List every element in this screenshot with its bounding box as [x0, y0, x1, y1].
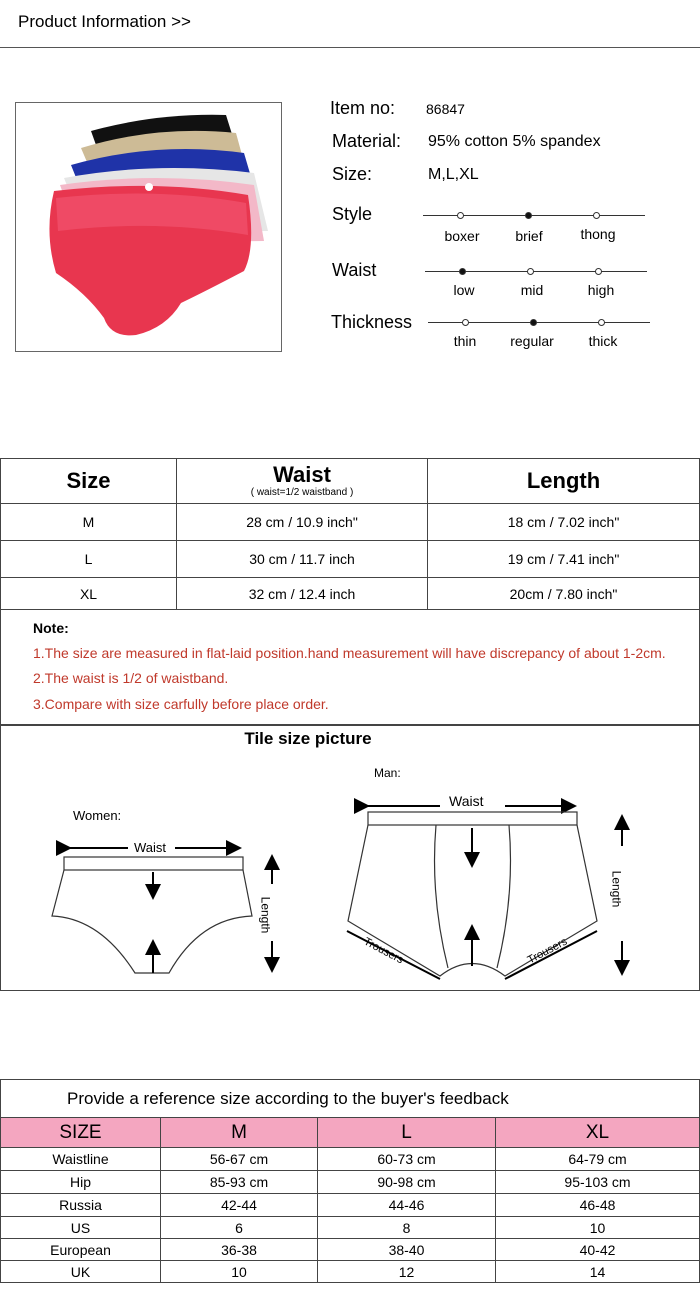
women-diagram — [52, 848, 272, 973]
cell: 6 — [161, 1217, 318, 1239]
cell: 60-73 cm — [318, 1148, 496, 1171]
row-size: L — [1, 541, 177, 578]
cell: 44-46 — [318, 1194, 496, 1217]
cell: 42-44 — [161, 1194, 318, 1217]
table-row — [1, 1148, 700, 1171]
thickness-dot-regular — [530, 319, 537, 326]
row-waist: 30 cm / 11.7 inch — [177, 541, 428, 578]
trousers-label-left: Trousers — [361, 935, 406, 967]
header-length: Length — [428, 459, 700, 504]
material-value: 95% cotton 5% spandex — [428, 133, 601, 150]
col-m: M — [161, 1118, 318, 1148]
man-waist-label: Waist — [449, 793, 484, 809]
cell: US — [1, 1217, 161, 1239]
cell: 40-42 — [496, 1239, 700, 1261]
note-title: Note: — [33, 620, 69, 636]
row-length: 19 cm / 7.41 inch" — [428, 541, 700, 578]
waist-dot-low — [459, 268, 466, 275]
material-label: Material: — [332, 131, 402, 151]
thickness-option-regular: regular — [510, 333, 554, 349]
note-line: 3.Compare with size carfully before place order. — [33, 696, 329, 712]
cell: UK — [1, 1261, 161, 1283]
size-table-header — [1, 459, 700, 504]
item-label: Item no: — [330, 98, 396, 118]
man-length-label: Length — [609, 870, 624, 908]
thickness-option-thick: thick — [588, 333, 618, 349]
table-row — [1, 504, 700, 541]
waist-dot-high — [595, 268, 602, 275]
thickness-dot-thick — [598, 319, 605, 326]
cell: Hip — [1, 1171, 161, 1194]
style-dot-thong — [593, 212, 600, 219]
trousers-label-right: Trousers — [525, 935, 570, 967]
table-row — [1, 541, 700, 578]
item-value: 86847 — [426, 101, 465, 117]
row-size: XL — [1, 578, 177, 610]
cell: 14 — [496, 1261, 700, 1283]
style-dot-boxer — [457, 212, 464, 219]
table-row — [1, 1261, 700, 1283]
reference-title: Provide a reference size according to the buyer's feedback — [1, 1080, 700, 1118]
style-option-brief: brief — [515, 228, 543, 244]
women-label: Women: — [73, 808, 122, 823]
header-size: Size — [1, 459, 177, 504]
cell: 10 — [496, 1217, 700, 1239]
waist-label: Waist — [332, 260, 377, 280]
table-row — [1, 1217, 700, 1239]
col-size: SIZE — [1, 1118, 161, 1148]
cell: 56-67 cm — [161, 1148, 318, 1171]
note-line: 2.The waist is 1/2 of waistband. — [33, 670, 229, 686]
waist-option-mid: mid — [520, 282, 544, 298]
row-waist: 32 cm / 12.4 inch — [177, 578, 428, 610]
women-length-label: Length — [258, 896, 273, 934]
tile-title: Tile size picture — [244, 729, 372, 748]
product-photo — [15, 102, 282, 352]
row-waist: 28 cm / 10.9 inch" — [177, 504, 428, 541]
header-waist-note: ( waist=1/2 waistband ) — [250, 487, 354, 498]
style-option-boxer: boxer — [444, 228, 480, 244]
thickness-dot-thin — [462, 319, 469, 326]
table-row — [1, 1239, 700, 1261]
header-waist-label: Waist — [273, 462, 331, 487]
waist-option-high: high — [587, 282, 615, 298]
cell: 95-103 cm — [496, 1171, 700, 1194]
size-value: M,L,XL — [428, 166, 479, 183]
cell: 64-79 cm — [496, 1148, 700, 1171]
row-length: 20cm / 7.80 inch" — [428, 578, 700, 610]
section-header — [0, 0, 700, 48]
size-label: Size: — [332, 164, 373, 184]
cell: Waistline — [1, 1148, 161, 1171]
cell: 46-48 — [496, 1194, 700, 1217]
man-label: Man: — [374, 766, 401, 780]
reference-table — [0, 1079, 700, 1283]
size-table — [0, 458, 700, 610]
section-title: Product Information >> — [18, 12, 191, 31]
style-label: Style — [332, 204, 373, 224]
cell: Russia — [1, 1194, 161, 1217]
cell: European — [1, 1239, 161, 1261]
style-dot-brief — [525, 212, 532, 219]
table-row — [1, 1194, 700, 1217]
reference-title-row — [1, 1080, 700, 1118]
waist-option-low: low — [453, 282, 475, 298]
style-option-thong: thong — [580, 226, 616, 242]
cell: 12 — [318, 1261, 496, 1283]
cell: 85-93 cm — [161, 1171, 318, 1194]
women-waist-label: Waist — [134, 840, 167, 855]
note-line: 1.The size are measured in flat-laid position.hand measurement will have discrepancy of about 1-2cm. — [33, 645, 666, 661]
col-l: L — [318, 1118, 496, 1148]
waist-dot-mid — [527, 268, 534, 275]
cell: 90-98 cm — [318, 1171, 496, 1194]
cell: 8 — [318, 1217, 496, 1239]
reference-header-row — [1, 1118, 700, 1148]
row-size: M — [1, 504, 177, 541]
size-diagram — [0, 726, 700, 990]
thickness-option-thin: thin — [453, 333, 477, 349]
cell: 10 — [161, 1261, 318, 1283]
col-xl: XL — [496, 1118, 700, 1148]
thickness-label: Thickness — [331, 312, 413, 332]
cell: 38-40 — [318, 1239, 496, 1261]
table-row — [1, 1171, 700, 1194]
cell: 36-38 — [161, 1239, 318, 1261]
table-row — [1, 578, 700, 610]
header-waist — [177, 459, 428, 504]
row-length: 18 cm / 7.02 inch" — [428, 504, 700, 541]
